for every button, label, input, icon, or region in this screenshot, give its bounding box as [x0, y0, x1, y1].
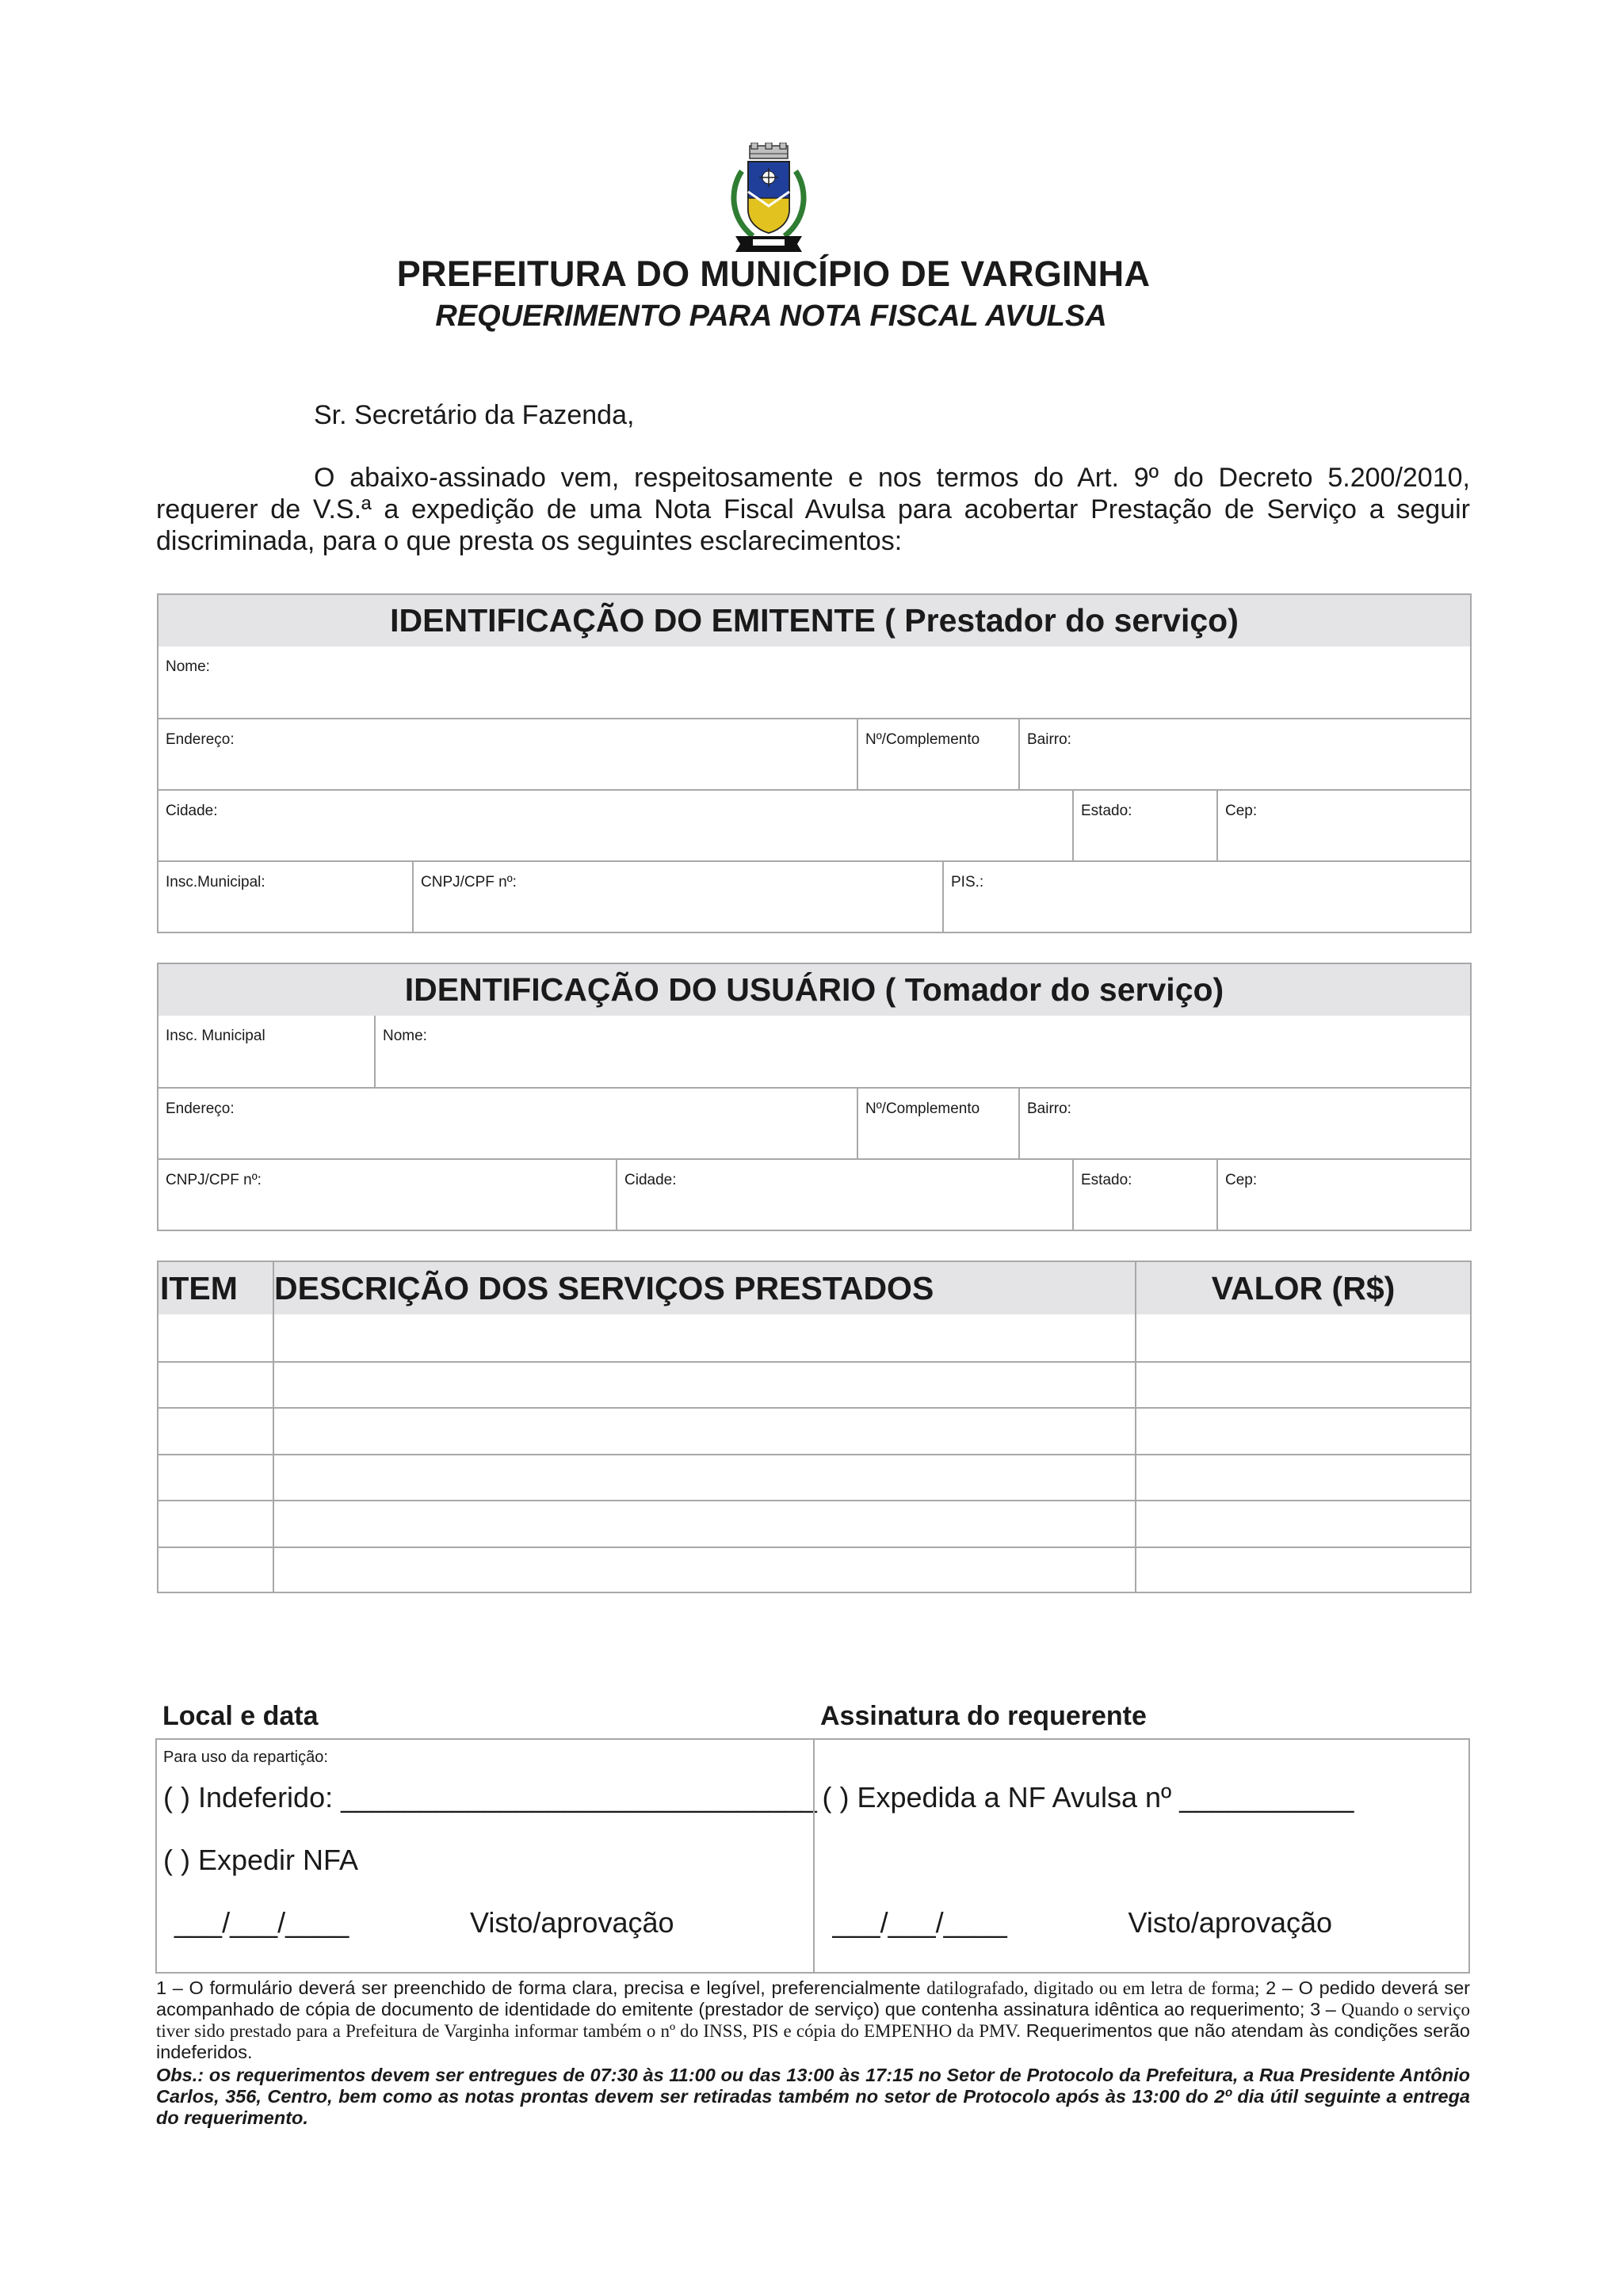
visto-aprovacao-left: Visto/aprovação	[470, 1906, 674, 1939]
reparticao-right	[813, 1740, 1469, 1972]
usuario-bairro-field[interactable]: Bairro:	[1018, 1089, 1470, 1158]
emitente-numero-field[interactable]: Nº/Complemento	[857, 719, 1018, 789]
emitente-bairro-field[interactable]: Bairro:	[1018, 719, 1470, 789]
uso-reparticao-box	[155, 1738, 1470, 1974]
usuario-section	[157, 963, 1472, 1231]
valor-cell[interactable]	[1135, 1363, 1470, 1408]
col-valor-header: VALOR (R$)	[1135, 1262, 1470, 1314]
descricao-cell[interactable]	[273, 1548, 1135, 1593]
usuario-cidade-field[interactable]: Cidade:	[616, 1160, 1072, 1230]
emitente-cidade-field[interactable]: Cidade:	[166, 803, 218, 819]
table-row	[158, 1454, 1470, 1501]
descricao-cell[interactable]	[273, 1363, 1135, 1408]
emitente-heading: IDENTIFICAÇÃO DO EMITENTE ( Prestador do serviço)	[158, 595, 1470, 646]
usuario-nome-field[interactable]: Nome:	[374, 1016, 1470, 1087]
table-row	[158, 1500, 1470, 1547]
emitente-pis-field[interactable]: PIS.:	[942, 862, 1470, 932]
item-cell[interactable]	[158, 1363, 273, 1408]
expedida-nf-option[interactable]: ( ) Expedida a NF Avulsa nº ___________	[822, 1781, 1354, 1814]
visto-aprovacao-right: Visto/aprovação	[1128, 1906, 1333, 1939]
item-cell[interactable]	[158, 1314, 273, 1361]
descricao-cell[interactable]	[273, 1501, 1135, 1547]
table-row	[158, 1361, 1470, 1408]
usuario-heading: IDENTIFICAÇÃO DO USUÁRIO ( Tomador do serviço)	[158, 964, 1470, 1016]
valor-cell[interactable]	[1135, 1409, 1470, 1454]
usuario-cnpj-field[interactable]: CNPJ/CPF nº:	[166, 1172, 262, 1188]
valor-cell[interactable]	[1135, 1548, 1470, 1593]
indeferido-option[interactable]: ( ) Indeferido: ______________________________	[163, 1781, 817, 1814]
table-row	[158, 1407, 1470, 1454]
reparticao-left	[157, 1740, 817, 1972]
item-cell[interactable]	[158, 1548, 273, 1593]
varginha-coat-of-arms-icon	[721, 143, 816, 255]
usuario-estado-field[interactable]: Estado:	[1072, 1160, 1216, 1230]
salutation: Sr. Secretário da Fazenda,	[314, 400, 635, 430]
col-descricao-header: DESCRIÇÃO DOS SERVIÇOS PRESTADOS	[273, 1262, 1135, 1314]
valor-cell[interactable]	[1135, 1501, 1470, 1547]
usuario-numero-field[interactable]: Nº/Complemento	[857, 1089, 1018, 1158]
valor-cell[interactable]	[1135, 1455, 1470, 1501]
col-item-header: ITEM	[160, 1269, 238, 1306]
table-row	[158, 1314, 1470, 1361]
form-subtitle: REQUERIMENTO PARA NOTA FISCAL AVULSA	[435, 299, 1107, 333]
expedir-nfa-option[interactable]: ( ) Expedir NFA	[163, 1844, 359, 1876]
emitente-estado-field[interactable]: Estado:	[1072, 791, 1216, 860]
descricao-cell[interactable]	[273, 1455, 1135, 1501]
item-cell[interactable]	[158, 1455, 273, 1501]
date-field-right[interactable]: ___/___/____	[832, 1906, 1007, 1939]
instructions-notes: 1 – O formulário deverá ser preenchido de forma clara, precisa e legível, preferencialmente datilografado, digitado ou em letra de forma; 2 – O pedido deverá ser acompanhado de cópia de documento de identidade do emitente (prestador de serviço) que contenha assinatura idêntica ao requerimento; 3 – Quando o serviço tiver sido prestado para a Prefeitura de Varginha informar também o nº do INSS, PIS e cópia do EMPENHO da PMV. Requerimentos que não atendam às condições serão indeferidos.	[156, 1978, 1470, 2062]
page-title: PREFEITURA DO MUNICÍPIO DE VARGINHA	[396, 254, 1151, 294]
local-data-label: Local e data	[162, 1701, 319, 1731]
usuario-insc-field[interactable]: Insc. Municipal	[166, 1028, 265, 1044]
item-cell[interactable]	[158, 1501, 273, 1547]
emitente-insc-field[interactable]: Insc.Municipal:	[166, 874, 265, 891]
servicos-table-header	[158, 1262, 1470, 1314]
assinatura-label: Assinatura do requerente	[820, 1701, 1147, 1731]
date-field-left[interactable]: ___/___/____	[174, 1906, 349, 1939]
emitente-endereco-field[interactable]: Endereço:	[166, 731, 235, 748]
table-row	[158, 1547, 1470, 1593]
emitente-cnpj-field[interactable]: CNPJ/CPF nº:	[412, 862, 942, 932]
emitente-cep-field[interactable]: Cep:	[1216, 791, 1470, 860]
emitente-nome-field[interactable]: Nome:	[166, 658, 210, 675]
observation-note: Obs.: os requerimentos devem ser entregues de 07:30 às 11:00 ou das 13:00 às 17:15 no Setor de Protocolo da Prefeitura, a Rua Presidente Antônio Carlos, 356, Centro, bem como as notas prontas devem ser retiradas também no setor de Protocolo após às 13:00 do 2º dia útil seguinte a entrega do requerimento.	[156, 2065, 1470, 2128]
descricao-cell[interactable]	[273, 1314, 1135, 1361]
servicos-table	[157, 1261, 1472, 1593]
valor-cell[interactable]	[1135, 1314, 1470, 1361]
usuario-endereco-field[interactable]: Endereço:	[166, 1100, 235, 1117]
descricao-cell[interactable]	[273, 1409, 1135, 1454]
emitente-section	[157, 593, 1472, 933]
item-cell[interactable]	[158, 1409, 273, 1454]
uso-reparticao-label: Para uso da repartição:	[163, 1749, 328, 1766]
usuario-cep-field[interactable]: Cep:	[1216, 1160, 1470, 1230]
intro-paragraph: O abaixo-assinado vem, respeitosamente e nos termos do Art. 9º do Decreto 5.200/2010, requerer de V.S.ª a expedição de uma Nota Fiscal Avulsa para acobertar Prestação de Serviço a seguir discriminada, para o que presta os seguintes esclarecimentos:	[156, 463, 1470, 556]
